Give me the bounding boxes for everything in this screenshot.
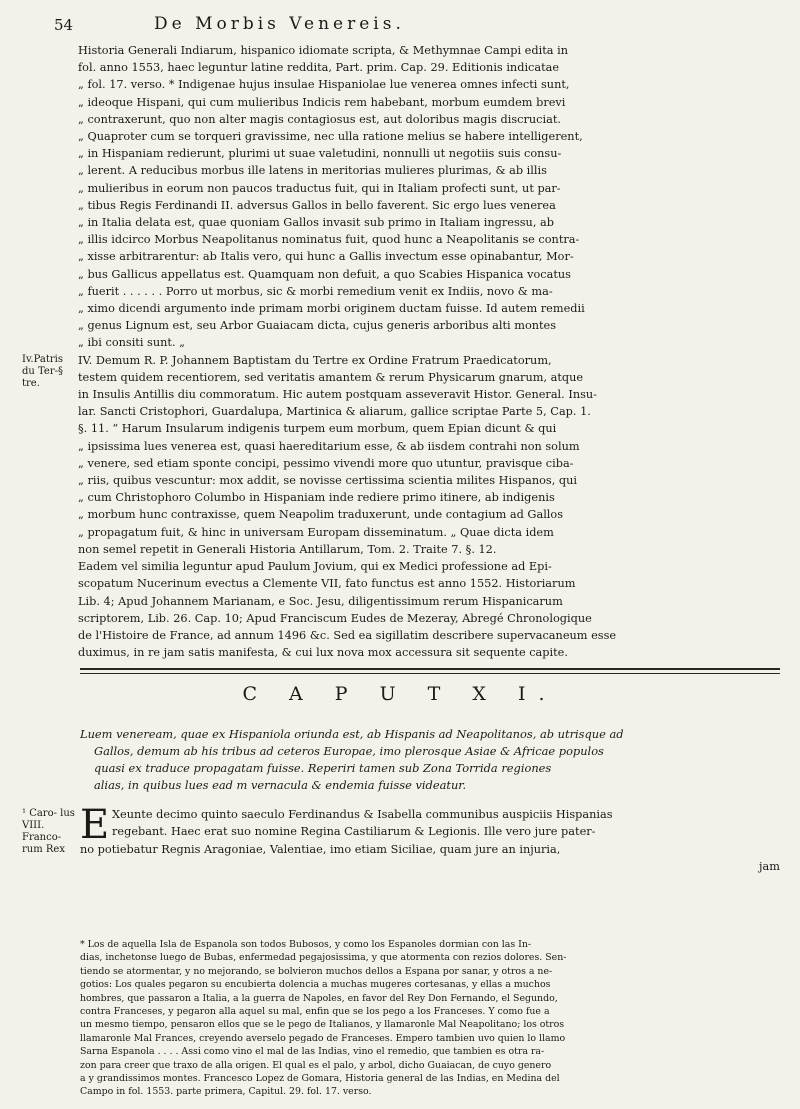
text-line: fol. anno 1553, haec leguntur latine reddita, Part. prim. Cap. 29. Editionis indicatae xyxy=(78,61,560,75)
text-line: „ genus Lignum est, seu Arbor Guaiacam dicta, cujus generis arboribus alti montes xyxy=(78,319,557,333)
text-line: „ fuerit . . . . . . Porro ut morbus, sic & morbi remedium venit ex Indiis, novo & ma- xyxy=(78,284,553,298)
text-line: Xeunte decimo quinto saeculo Ferdinandus & Isabella communibus auspiciis Hispanias xyxy=(112,808,613,821)
text-line: „ morbum hunc contraxisse, quem Neapolim traduxerunt, unde contagium ad Gallos xyxy=(78,508,564,522)
text-line: regebant. Haec erat suo nomine Regina Castiliarum & Legionis. Ille vero jure pater- xyxy=(112,825,596,839)
footnote-line: llamaronle Mal Frances, creyendo averselo pegado de Franceses. Empero tambien uvo quien lo llamo xyxy=(80,1032,566,1044)
text-line: „ contraxerunt, quo non alter magis contagiosus est, aut doloribus magis discruciat. xyxy=(78,112,561,126)
section-rule xyxy=(80,668,780,670)
footnote-line: gotios: Los quales pegaron su encubierta dolencia a muchas mugeres cortesanas, y ellas a muchos xyxy=(80,979,551,991)
footnote-line: dias, inchetonse luego de Bubas, enfermedad pegajosissima, y que atormenta con rezios dolores. Sen- xyxy=(80,952,567,964)
chapter-summary xyxy=(80,726,780,794)
footnote-line: un mesmo tiempo, pensaron ellos que se le pego de Italianos, y llamaronle Mal Neapolitano; los otros xyxy=(80,1019,565,1031)
text-line: „ ximo dicendi argumento inde primam morbi originem ductam fuisse. Id autem remedii xyxy=(78,302,585,316)
text-line: „ mulieribus in eorum non paucos traductus fuit, qui in Italiam profecti sunt, ut par- xyxy=(78,181,561,195)
footnote-line: contra Franceses, y pegaron alla aquel su mal, enfin que se los pego a los Franceses. Y como fue a xyxy=(80,1006,550,1018)
text-line: „ tibus Regis Ferdinandi II. adversus Gallos in bello faverent. Sic ergo lues venerea xyxy=(78,198,556,212)
text-line: „ propagatum fuit, & hinc in universam Europam disseminatum. „ Quae dicta idem xyxy=(78,525,554,539)
page-number: 54 xyxy=(54,16,74,34)
text-line: duximus, in re jam satis manifesta, & cui lux nova mox accessura sit sequente capite. xyxy=(78,646,568,660)
text-line: „ lerent. A reducibus morbus ille latens in meritorias mulieres plurimas, & ab illis xyxy=(78,164,547,178)
footnote-line: a y grandissimos montes. Francesco Lopez de Gomara, Historia general de las Indias, en Medina del xyxy=(80,1073,560,1085)
running-header xyxy=(54,14,740,36)
main-text xyxy=(78,42,778,661)
footnote-line: zon para creer que traxo de alla origen. El qual es el palo, y arbol, dicho Guaiacan, de cuyo genero xyxy=(80,1059,552,1071)
text-line: „ cum Christophoro Columbo in Hispaniam inde rediere primo itinere, ab indigenis xyxy=(78,491,555,505)
text-line: „ ipsissima lues venerea est, quasi haereditarium esse, & ab iisdem contrahi non solum xyxy=(78,439,580,453)
text-line: „ fol. 17. verso. * Indigenae hujus insulae Hispaniolae lue venerea omnes infecti sunt, xyxy=(78,78,570,92)
text-line: „ Quaproter cum se torqueri gravissime, nec ulla ratione melius se habere intelligerent, xyxy=(78,130,583,144)
margin-note-carolus: ¹ Caro- lus VIII. Franco- rum Rex xyxy=(22,808,75,855)
text-line: Lib. 4; Apud Johannem Marianam, e Soc. Jesu, diligentissimum rerum Hispanicarum xyxy=(78,594,563,608)
drop-cap: E xyxy=(80,802,110,848)
margin-note-du-tertre: Iv.Patris du Ter-§ tre. xyxy=(22,354,63,389)
chapter-opening-text xyxy=(80,802,780,875)
text-line: „ illis idcirco Morbus Neapolitanus nominatus fuit, quod hunc a Neapolitanis se contra- xyxy=(78,233,580,247)
chapter-heading: C A P U T X I. xyxy=(242,683,558,705)
footnote-line: Campo in fol. 1553. parte primera, Capitul. 29. fol. 17. verso. xyxy=(80,1086,372,1098)
summary-line: quasi ex traduce propagatam fuisse. Reperiri tamen sub Zona Torrida regiones xyxy=(94,761,552,775)
text-line: IV. Demum R. P. Johannem Baptistam du Tertre ex Ordine Fratrum Praedicatorum, xyxy=(78,353,552,367)
footnote xyxy=(80,938,780,1099)
text-line: „ bus Gallicus appellatus est. Quamquam non defuit, a quo Scabies Hispanica vocatus xyxy=(78,267,571,281)
text-line: in Insulis Antillis diu commoratum. Hic autem postquam asseveravit Histor. General. Insu- xyxy=(78,388,597,402)
text-line: „ xisse arbitrarentur: ab Italis vero, qui hunc a Gallis invectum esse opinabantur, Mor- xyxy=(78,250,574,264)
text-line: „ ibi consiti sunt. „ xyxy=(78,336,185,350)
footnote-line: * Los de aquella Isla de Espanola son todos Bubosos, y como los Espanoles dormian con las In- xyxy=(80,939,532,950)
summary-line: Gallos, demum ab his tribus ad ceteros Europae, imo plerosque Asiae & Africae populos xyxy=(94,744,604,758)
section-rule-thin xyxy=(80,673,780,674)
catchword: jam xyxy=(759,859,780,873)
text-line: §. 11. “ Harum Insularum indigenis turpem eum morbum, quem Epian dicunt & qui xyxy=(78,422,557,436)
text-line: de l'Histoire de France, ad annum 1496 &c. Sed ea sigillatim describere supervacaneum esse xyxy=(78,628,617,642)
text-line: „ in Italia delata est, quae quoniam Gallos invasit sub primo in Italiam ingressu, ab xyxy=(78,216,554,230)
text-line: „ in Hispaniam redierunt, plurimi ut suae valetudini, nonnulli ut negotiis suis consu- xyxy=(78,147,562,161)
footnote-line: hombres, que passaron a Italia, a la guerra de Napoles, en favor del Rey Don Fernando, el Segundo, xyxy=(80,992,558,1004)
text-line: Eadem vel similia leguntur apud Paulum Jovium, qui ex Medici professione ad Epi- xyxy=(78,560,552,574)
running-title: De Morbis Venereis. xyxy=(154,14,405,34)
footnote-line: Sarna Espanola . . . . Assi como vino el mal de las Indias, vino el remedio, que tambien es otra ra- xyxy=(80,1046,545,1058)
text-line: lar. Sancti Cristophori, Guardalupa, Martinica & aliarum, gallice scriptae Parte 5, Cap. 1. xyxy=(78,405,591,419)
text-line: Historia Generali Indiarum, hispanico idiomate scripta, & Methymnae Campi edita in xyxy=(78,44,568,57)
summary-line: alias, in quibus lues ead m vernacula & endemia fuisse videatur. xyxy=(94,778,467,792)
text-line: „ ideoque Hispani, qui cum mulieribus Indicis rem habebant, morbum eumdem brevi xyxy=(78,95,566,109)
text-line: no potiebatur Regnis Aragoniae, Valentiae, imo etiam Siciliae, quam jure an injuria, xyxy=(80,842,561,856)
text-line: scriptorem, Lib. 26. Cap. 10; Apud Franciscum Eudes de Mezeray, Abregé Chronologique xyxy=(78,611,592,625)
text-line: scopatum Nucerinum evectus a Clemente VII, fato functus est anno 1552. Historiarum xyxy=(78,577,576,591)
text-line: non semel repetit in Generali Historia Antillarum, Tom. 2. Traite 7. §. 12. xyxy=(78,542,497,556)
footnote-line: tiendo se atormentar, y no mejorando, se bolvieron muchos dellos a Espana por sanar, y otros a ne- xyxy=(80,965,553,977)
text-line: „ riis, quibus vescuntur: mox addit, se novisse certissima scientia milites Hispanos, qui xyxy=(78,474,578,488)
text-line: „ venere, sed etiam sponte concipi, pessimo vivendi more quo utuntur, pravisque ciba- xyxy=(78,456,574,470)
summary-line: Luem veneream, quae ex Hispaniola oriunda est, ab Hispanis ad Neapolitanos, ab utrisque ad xyxy=(80,727,624,741)
text-line: testem quidem recentiorem, sed veritatis amantem & rerum Physicarum gnarum, atque xyxy=(78,370,584,384)
